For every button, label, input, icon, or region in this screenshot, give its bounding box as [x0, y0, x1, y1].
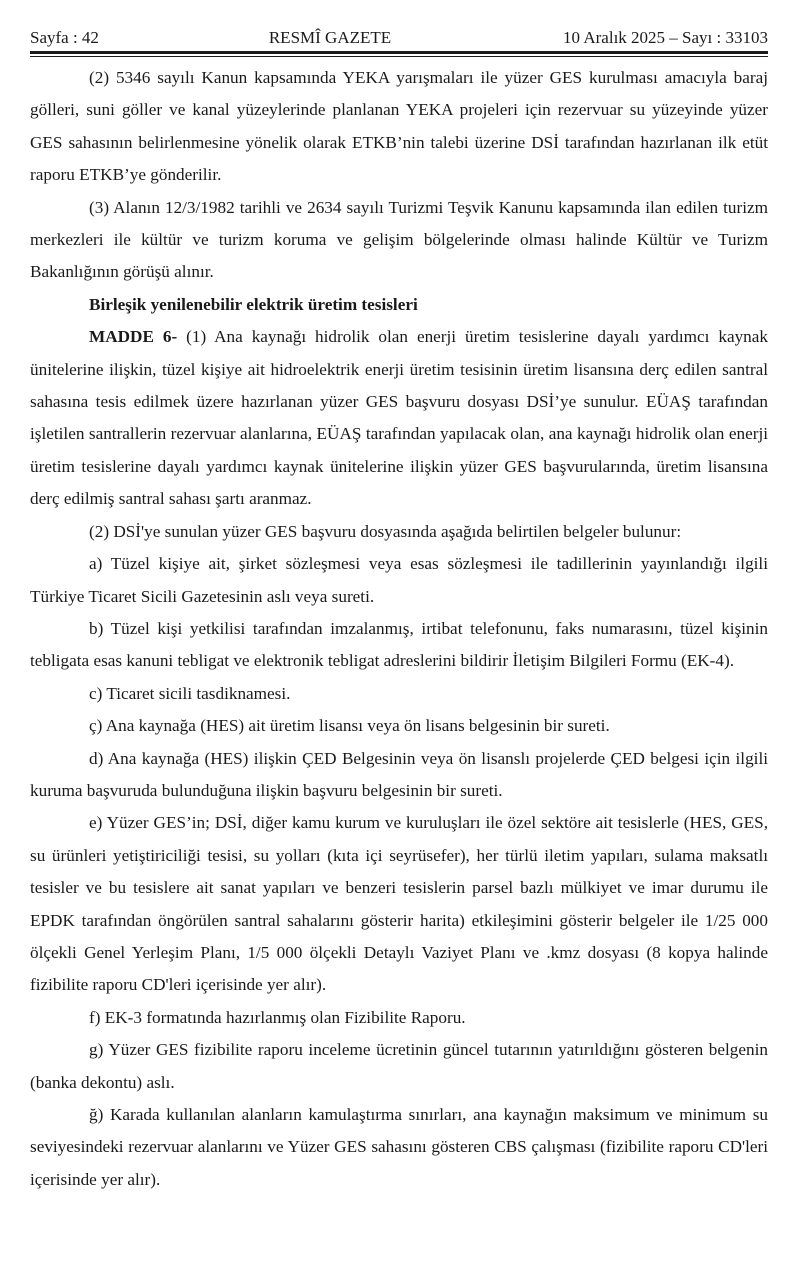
article-6-paragraph-2: (2) DSİ'ye sunulan yüzer GES başvuru dosyasında aşağıda belirtilen belgeler bulunur:: [89, 521, 682, 541]
list-item-g: g) Yüzer GES fizibilite raporu inceleme ücretinin güncel tutarının yatırıldığını gösteren belgenin (banka dekontu) aslı.: [30, 1040, 768, 1092]
list-item-e: e) Yüzer GES’in; DSİ, diğer kamu kurum ve kuruluşları ile özel sektöre ait tesislerle (HES, GES, su ürünleri yetiştiriciliği tesisi, su yolları (kıta içi seyrüsefer), her türlü iletim yapıları, sulama maksatlı tesisler ve bu tesislere ait sanat yapıları ve benzeri tesislerin parsel bazlı mülkiyet ve imar durumu ile EPDK tarafından öngörülen santral sahalarını gösterir harita) etkileşimini gösterir belgeler ile 1/25 000 ölçekli Genel Yerleşim Planı, 1/5 000 ölçekli Detaylı Vaziyet Planı ve .kmz dosyası (8 kopya halinde fizibilite raporu CD'leri içerisinde yer alır).: [30, 813, 768, 995]
header-rule-thin: [30, 56, 768, 57]
list-item-f: f) EK-3 formatında hazırlanmış olan Fizibilite Raporu.: [89, 1007, 466, 1027]
page-header: [30, 28, 768, 50]
publication-title: RESMÎ GAZETE: [268, 28, 392, 47]
list-item-b: b) Tüzel kişi yetkilisi tarafından imzalanmış, irtibat telefonunu, faks numarasını, tüzel kişinin tebligata esas kanuni tebligat ve elektronik tebligat adreslerini bildirir İletişim Bilgileri Formu (EK-4).: [30, 618, 768, 671]
list-item-c: c) Ticaret sicili tasdiknamesi.: [89, 683, 291, 703]
header-rule-thick: [30, 51, 768, 54]
section-heading: Birleşik yenilenebilir elektrik üretim tesisleri: [89, 294, 418, 314]
list-item-d: d) Ana kaynağa (HES) ilişkin ÇED Belgesinin veya ön lisanslı projelerde ÇED belgesi için ilgili kuruma başvuruda bulunduğuna ilişkin başvuru belgesinin bir sureti.: [30, 748, 768, 800]
paragraph-3: (3) Alanın 12/3/1982 tarihli ve 2634 sayılı Turizmi Teşvik Kanunu kapsamında ilan edilen turizm merkezleri ile kültür ve turizm koruma ve gelişim bölgelerinde olması halinde Kültür ve Turizm Bakanlığının görüşü alınır.: [30, 197, 768, 282]
list-item-c-cedilla: ç) Ana kaynağa (HES) ait üretim lisansı veya ön lisans belgesinin bir sureti.: [89, 716, 610, 736]
document-body: [30, 62, 768, 1196]
paragraph-2: (2) 5346 sayılı Kanun kapsamında YEKA yarışmaları ile yüzer GES kurulması amacıyla baraj gölleri, suni göller ve kanal yüzeylerinde planlanan YEKA projeleri için rezervuar su yüzeyinde yüzer GES sahasının belirlenmesine yönelik olarak ETKB’nin talebi üzerine DSİ tarafından hazırlanan ilk etüt raporu ETKB’ye gönderilir.: [30, 68, 768, 185]
date-and-issue: 10 Aralık 2025 – Sayı : 33103: [563, 28, 768, 47]
page-number: Sayfa : 42: [30, 28, 99, 47]
list-item-g-breve: ğ) Karada kullanılan alanların kamulaştırma sınırları, ana kaynağın maksimum ve minimum su seviyesindeki rezervuar alanlarını ve Yüzer GES sahasını gösteren CBS çalışması (fizibilite raporu CD'leri içerisinde yer alır).: [30, 1105, 768, 1189]
article-6-paragraph-1: [30, 321, 768, 515]
article-label: MADDE 6-: [89, 327, 178, 347]
article-text: (1) Ana kaynağı hidrolik olan enerji üretim tesislerine dayalı yardımcı kaynak ünitelerine ilişkin, tüzel kişiye ait hidroelektrik enerji üretim tesisinin üretim lisansına derç edilen santral sahasına tesis edilmek üzere hazırlanan yüzer GES başvuru dosyası DSİ’ye sunulur. EÜAŞ tarafından işletilen santrallerin rezervuar alanlarına, EÜAŞ tarafından yapılacak olan, ana kaynağı hidrolik olan enerji üretim tesislerine dayalı yardımcı kaynak ünitelerine ilişkin yüzer GES başvurularında, üretim lisansına derç edilmiş santral sahası şartı aranmaz.: [30, 327, 768, 509]
list-item-a: a) Tüzel kişiye ait, şirket sözleşmesi veya esas sözleşmesi ile tadillerinin yayınlandığı ilgili Türkiye Ticaret Sicili Gazetesinin aslı veya sureti.: [30, 554, 768, 606]
